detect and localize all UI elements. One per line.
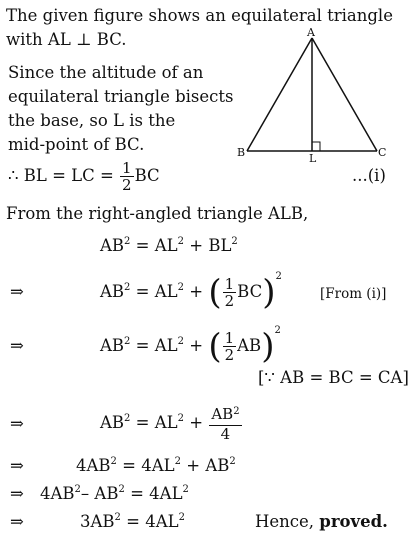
step-3: $AB^2 = AL^2$ + ( $\frac{1}{2}$ AB)$^2$ (100, 325, 281, 367)
conclusion: Hence, proved. (255, 512, 388, 531)
proved-word: proved. (319, 512, 388, 531)
label-a: A (307, 26, 315, 39)
side-ac (312, 38, 377, 151)
label-b: B (237, 146, 246, 159)
right-triangle-line: From the right-angled triangle ALB, (6, 204, 309, 223)
because-note: [∵ AB = BC = CA] (258, 368, 409, 387)
step-3-arrow: ⇒ (10, 336, 24, 355)
intro-line-1: The given figure shows an equilateral triangle (6, 6, 393, 25)
reason-line-1: Since the altitude of an (8, 63, 204, 82)
step-4-arrow: ⇒ (10, 414, 24, 433)
step-6: $4AB^2-$ $AB^2 = 4AL^2$ (40, 484, 189, 503)
label-c: C (378, 146, 387, 159)
step-2-note: [From (i)] (320, 286, 387, 302)
step-2: $AB^2 = AL^2$ + ( $\frac{1}{2}$ BC)$^2$ (100, 271, 282, 313)
reason-line-3: the base, so L is the (8, 111, 176, 130)
label-l: L (309, 152, 317, 165)
step-7-arrow: ⇒ (10, 512, 24, 531)
side-ab (247, 38, 312, 151)
eq-i-right: BC (134, 166, 160, 185)
eq-i-left: ∴ BL = LC = (8, 166, 114, 185)
step-1: $AB^2 = AL^2 + BL^2$ (100, 236, 238, 255)
step-6-arrow: ⇒ (10, 484, 24, 503)
eq-i-fraction: $\frac{1}{2}$ (122, 159, 132, 194)
equation-i (8, 160, 160, 193)
right-angle-mark (312, 142, 320, 151)
step-5: $4AB^2 = 4AL^2 + AB^2$ (76, 456, 236, 475)
step-2-arrow: ⇒ (10, 282, 24, 301)
reason-line-4: mid-point of BC. (8, 135, 145, 154)
step-7: $3AB^2 = 4AL^2$ (80, 512, 185, 531)
eq-i-tag: ...(i) (352, 166, 386, 185)
reason-line-2: equilateral triangle bisects (8, 87, 234, 106)
step-5-arrow: ⇒ (10, 456, 24, 475)
intro-line-2: with AL ⊥ BC. (6, 30, 127, 49)
step-4: $AB^2 = AL^2$ + $\frac{AB^2}{4}$ (100, 404, 240, 443)
